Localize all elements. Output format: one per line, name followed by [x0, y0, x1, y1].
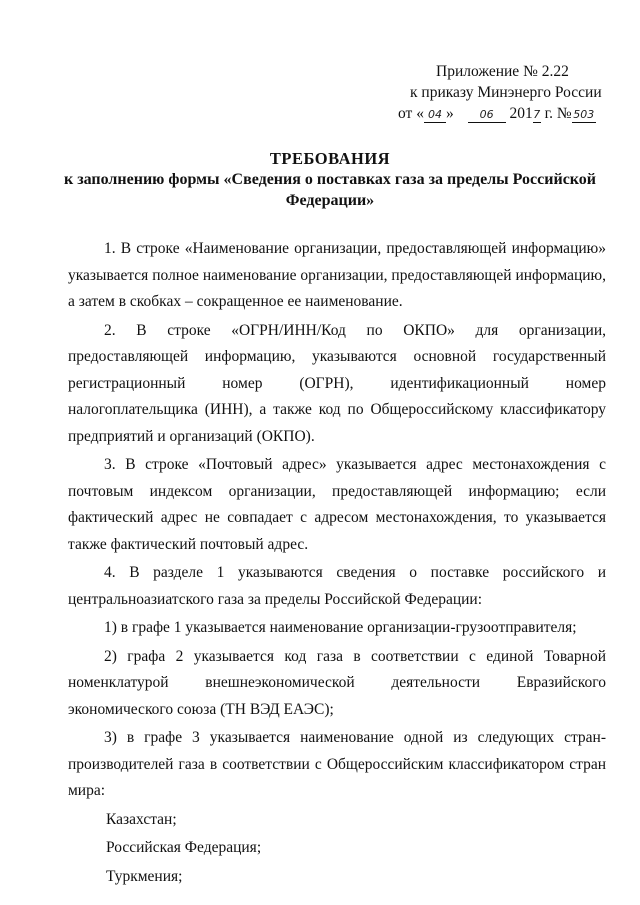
appendix-number: Приложение № 2.22 [436, 63, 569, 80]
paragraph-4: 4. В разделе 1 указываются сведения о поставке российского и центральноазиатского газа за пределы Российской Федерации: [68, 564, 606, 608]
order-reference: к приказу Минэнерго России [410, 84, 602, 101]
handwritten-order-number: 503 [573, 108, 595, 121]
date-mid: » [445, 105, 458, 122]
date-prefix: от « [398, 105, 424, 122]
requirements-body [68, 236, 606, 890]
paragraph-4-item-3: 3) в графе 3 указывается наименование одной из следующих стран-производителей газа в соответствии с Общероссийским классификатором стран мира: [68, 729, 606, 799]
country-item: Казахстан; [106, 810, 177, 828]
paragraph-4-item-2: 2) графа 2 указывается код газа в соответствии с единой Товарной номенклатурой внешнеэкономической деятельности Евразийского экономического союза (ТН ВЭД ЕАЭС); [68, 647, 606, 718]
country-item: Российская Федерация; [106, 839, 262, 856]
title-main: ТРЕБОВАНИЯ [269, 149, 391, 168]
order-date-line [398, 103, 608, 124]
handwritten-month: 06 [468, 108, 506, 123]
paragraph-3: 3. В строке «Почтовый адрес» указывается адрес местонахождения с почтовым индексом организации, предоставляющей информацию; если фактический адрес не совпадает с адресом местонахождения, то указывается также фактический почтовый адрес. [68, 456, 606, 553]
country-item: Туркмения; [106, 867, 183, 885]
handwritten-day: 04 [424, 108, 446, 123]
title-sub-line1: к заполнению формы «Сведения о поставках газа за пределы Российской [63, 171, 597, 188]
paragraph-1: 1. В строке «Наименование организации, предоставляющей информацию» указывается полное наименование организации, предоставляющей информацию, а затем в скобках – сокращенное ее наименование. [68, 240, 606, 310]
paragraph-4-item-1: 1) в графе 1 указывается наименование организации-грузоотправителя; [104, 619, 577, 636]
title-sub-line2: Федерации» [285, 192, 375, 209]
number-label: г. № [540, 105, 572, 122]
paragraph-2: 2. В строке «ОГРН/ИНН/Код по ОКПО» для организации, предоставляющей информацию, указываются основной государственный регистрационный номер (ОГРН), идентификационный номер налогоплательщика (ИНН), а также код по Общероссийскому классификатору предприятий и организаций (ОКПО). [68, 321, 606, 445]
document-title [60, 148, 600, 211]
year-prefix: 201 [505, 105, 533, 122]
handwritten-year-digit: 7 [533, 108, 541, 121]
appendix-header [398, 61, 608, 124]
